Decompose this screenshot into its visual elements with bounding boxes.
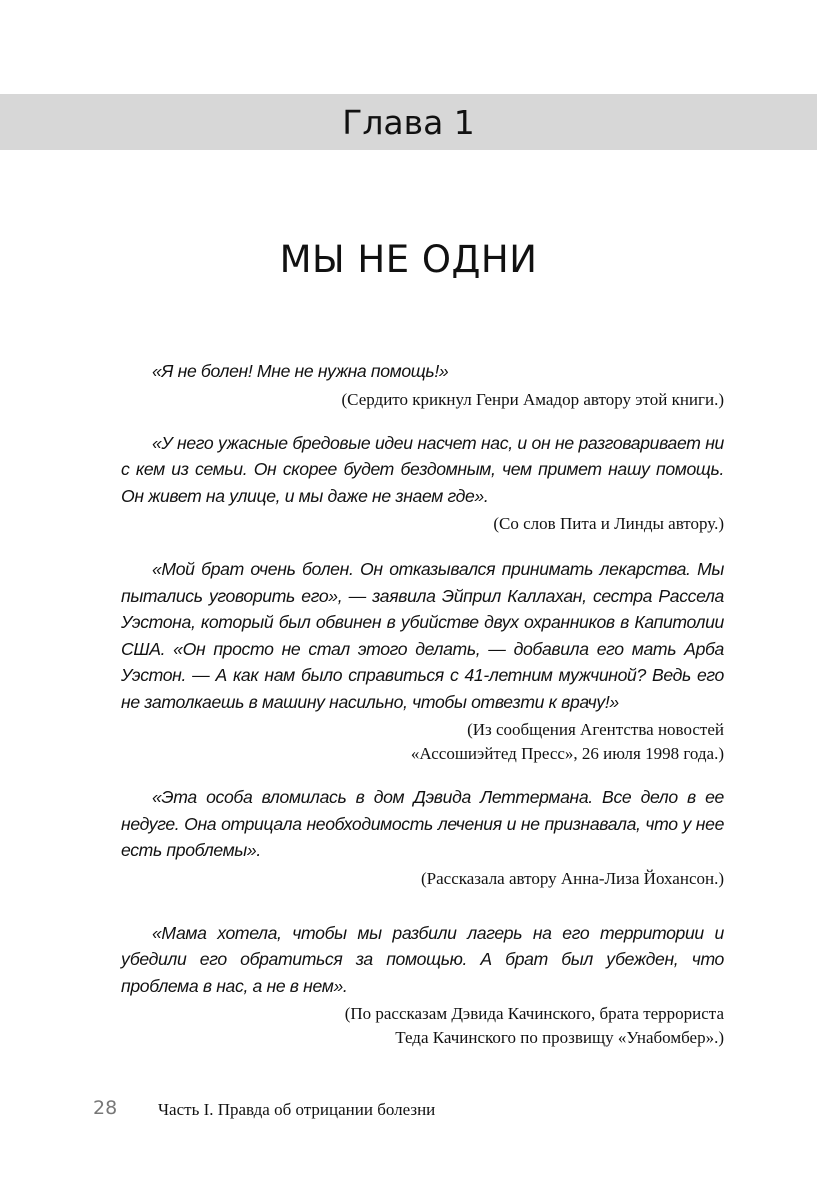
chapter-title: МЫ НЕ ОДНИ <box>279 238 538 281</box>
running-title: Часть I. Правда об отрицании болезни <box>158 1100 436 1119</box>
quote-block <box>121 430 724 537</box>
quote-source <box>121 718 724 766</box>
quote-source <box>121 1002 724 1050</box>
chapter-label: Глава 1 <box>342 103 475 142</box>
quote-text: «Я не болен! Мне не нужна помощь!» <box>152 361 449 381</box>
quote-source-line: (Сердито крикнул Генри Амадор автору этой книги.) <box>341 389 724 409</box>
quote-source <box>121 867 724 891</box>
page-number: 28 <box>93 1097 118 1119</box>
quote-text: «Мама хотела, чтобы мы разбили лагерь на его территории и убедили его обратиться за помощью. А брат был убежден, что проблема в нас, а не в нем». <box>121 922 724 996</box>
quote-text: «Мой брат очень болен. Он отказывался принимать лекарства. Мы пытались уговорить его», — заявила Эйприл Каллахан, сестра Рассела Уэстона, который был обвинен в убийстве двух охранников в Капитолии США. «Он просто не стал этого делать, — добавила его мать Арба Уэстон. — А как нам было справиться с 41-летним мужчиной? Ведь его не затолкаешь в машину насильно, чтобы отвезти к врачу!» <box>121 559 724 712</box>
quote-block <box>121 358 724 412</box>
quote-source-line: Теда Качинского по прозвищу «Унабомбер».) <box>395 1028 724 1047</box>
quote-source-line: (Со слов Пита и Линды автору.) <box>493 514 724 533</box>
epigraph-quotes <box>121 358 724 1068</box>
quote-block <box>121 784 724 891</box>
quote-source <box>121 512 724 536</box>
quote-text: «У него ужасные бредовые идеи насчет нас, и он не разговаривает ни с кем из семьи. Он скорее будет бездомным, чем примет нашу помощь. Он живет на улице, и мы даже не знаем где». <box>121 432 724 506</box>
quote-source-line: «Ассошиэйтед Пресс», 26 июля 1998 года.) <box>410 744 724 763</box>
quote-source-line: (По рассказам Дэвида Качинского, брата террориста <box>344 1004 724 1023</box>
quote-block <box>121 920 724 1051</box>
quote-source-line: (Рассказала автору Анна-Лиза Йохансон.) <box>420 868 724 888</box>
quote-source-line: (Из сообщения Агентства новостей <box>467 720 724 739</box>
quote-block <box>121 556 724 766</box>
quote-source <box>121 388 724 412</box>
quote-text: «Эта особа вломилась в дом Дэвида Леттермана. Все дело в ее недуге. Она отрицала необходимость лечения и не признавала, что у нее есть проблемы». <box>121 787 724 860</box>
